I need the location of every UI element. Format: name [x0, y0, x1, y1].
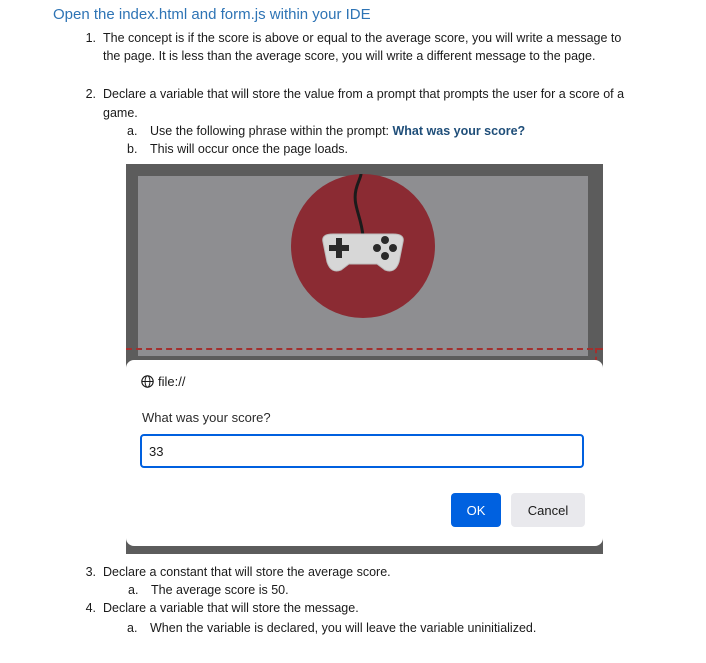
step-4 [0, 599, 706, 617]
sub-letter: a. [127, 621, 138, 635]
origin-text: file:// [158, 374, 186, 389]
step-text-line: the page. It is less than the average score, you will write a different message to the page. [103, 49, 596, 63]
step-text-line: Declare a constant that will store the average score. [103, 565, 391, 579]
page-heading: Open the index.html and form.js within your IDE [53, 6, 371, 23]
dialog-origin [141, 374, 185, 389]
sub-text-wrap [150, 122, 525, 140]
step-text-line: Declare a variable that will store the value from a prompt that prompts the user for a score of a [103, 87, 625, 101]
step-number: 1. [85, 31, 96, 45]
step-3 [0, 563, 706, 581]
cancel-button[interactable]: Cancel [511, 493, 585, 527]
step-text-line: Declare a variable that will store the message. [103, 601, 359, 615]
sub-text: This will occur once the page loads. [150, 142, 349, 156]
step-1 [0, 29, 706, 69]
prompt-phrase: What was your score? [392, 124, 526, 138]
step-text-line: The concept is if the score is above or equal to the average score, you will write a message to [103, 31, 622, 45]
dashed-divider [126, 348, 603, 350]
game-controller-icon [291, 174, 436, 319]
step-number: 4. [85, 601, 96, 615]
globe-icon [141, 375, 154, 388]
sub-letter: a. [127, 124, 138, 138]
score-input[interactable] [140, 434, 584, 468]
prompt-label: What was your score? [142, 410, 271, 425]
sub-text: When the variable is declared, you will leave the variable uninitialized. [150, 621, 537, 635]
sub-letter: a. [128, 583, 139, 597]
sub-letter: b. [127, 142, 138, 156]
step-number: 2. [85, 87, 96, 101]
sub-text: Use the following phrase within the prompt: [150, 124, 393, 138]
step-2 [0, 85, 706, 125]
step-number: 3. [85, 565, 96, 579]
step-text-line: game. [103, 106, 138, 120]
ok-button[interactable]: OK [451, 493, 501, 527]
sub-text: The average score is 50. [151, 583, 289, 597]
